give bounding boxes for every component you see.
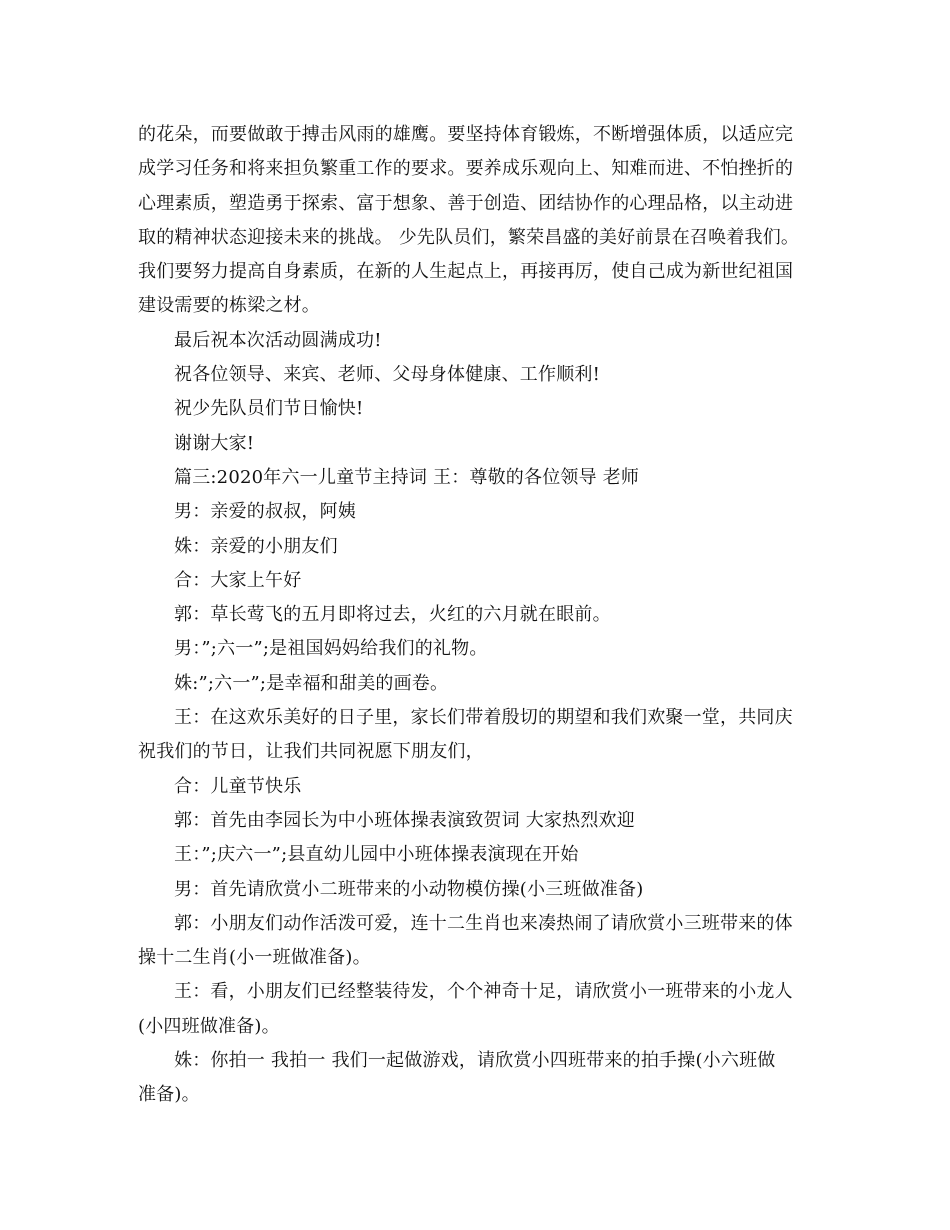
text-line: 操十二生肖(小一班做准备)。 (138, 947, 371, 969)
text-line: 姝：亲爱的小朋友们 (174, 535, 338, 557)
text-line: 最后祝本次活动圆满成功! (174, 329, 382, 351)
text-line: 成学习任务和将来担负繁重工作的要求。要养成乐观向上、知难而进、不怕挫折的 (138, 158, 794, 180)
text-line: 谢谢大家! (174, 432, 255, 454)
text-line: 我们要努力提高自身素质，在新的人生起点上，再接再厉，使自己成为新世纪祖国 (138, 261, 794, 283)
text-line: 的花朵，而要做敢于搏击风雨的雄鹰。要坚持体育锻炼，不断增强体质，以适应完 (138, 124, 794, 145)
text-line: 郭：小朋友们动作活泼可爱，连十二生肖也来凑热闹了请欣赏小三班带来的体 (174, 912, 793, 934)
text-line: 男：亲爱的叔叔，阿姨 (174, 501, 356, 523)
text-line: 姝:”;六一”;是幸福和甜美的画卷。 (174, 672, 449, 694)
text-line: (小四班做准备)。 (138, 1015, 280, 1037)
text-line: 男：首先请欣赏小二班带来的小动物模仿操(小三班做准备) (174, 878, 644, 900)
text-line: 王：看，小朋友们已经整装待发，个个神奇十足，请欣赏小一班带来的小龙人 (174, 981, 793, 1003)
text-line: 篇三:2020年六一儿童节主持词 王：尊敬的各位领导 老师 (174, 466, 640, 488)
text-line: 建设需要的栋梁之材。 (138, 295, 320, 317)
text-line: 祝我们的节日，让我们共同祝愿下朋友们， (138, 741, 484, 763)
text-line: 姝：你拍一 我拍一 我们一起做游戏，请欣赏小四班带来的拍手操(小六班做 (174, 1050, 776, 1072)
text-line: 王：在这欢乐美好的日子里，家长们带着殷切的期望和我们欢聚一堂，共同庆 (174, 707, 793, 729)
text-line: 准备)。 (138, 1084, 200, 1106)
text-line: 郭：首先由李园长为中小班体操表演致贺词 大家热烈欢迎 (174, 809, 635, 831)
document-body (138, 118, 818, 1113)
text-line: 合：儿童节快乐 (174, 775, 302, 797)
text-line: 男：”;六一”;是祖国妈妈给我们的礼物。 (174, 638, 488, 660)
text-line: 郭：草长莺飞的五月即将过去，火红的六月就在眼前。 (174, 604, 611, 626)
text-line: 合：大家上午好 (174, 569, 302, 591)
text-line: 王：”;庆六一”;县直幼儿园中小班体操表演现在开始 (174, 844, 579, 866)
text-line: 取的精神状态迎接未来的挑战。 少先队员们，繁荣昌盛的美好前景在召唤着我们。 (138, 226, 800, 248)
text-line: 心理素质，塑造勇于探索、富于想象、善于创造、团结协作的心理品格，以主动进 (138, 192, 794, 214)
text-line: 祝少先队员们节日愉快! (174, 398, 364, 420)
text-line: 祝各位领导、来宾、老师、父母身体健康、工作顺利! (174, 364, 601, 386)
